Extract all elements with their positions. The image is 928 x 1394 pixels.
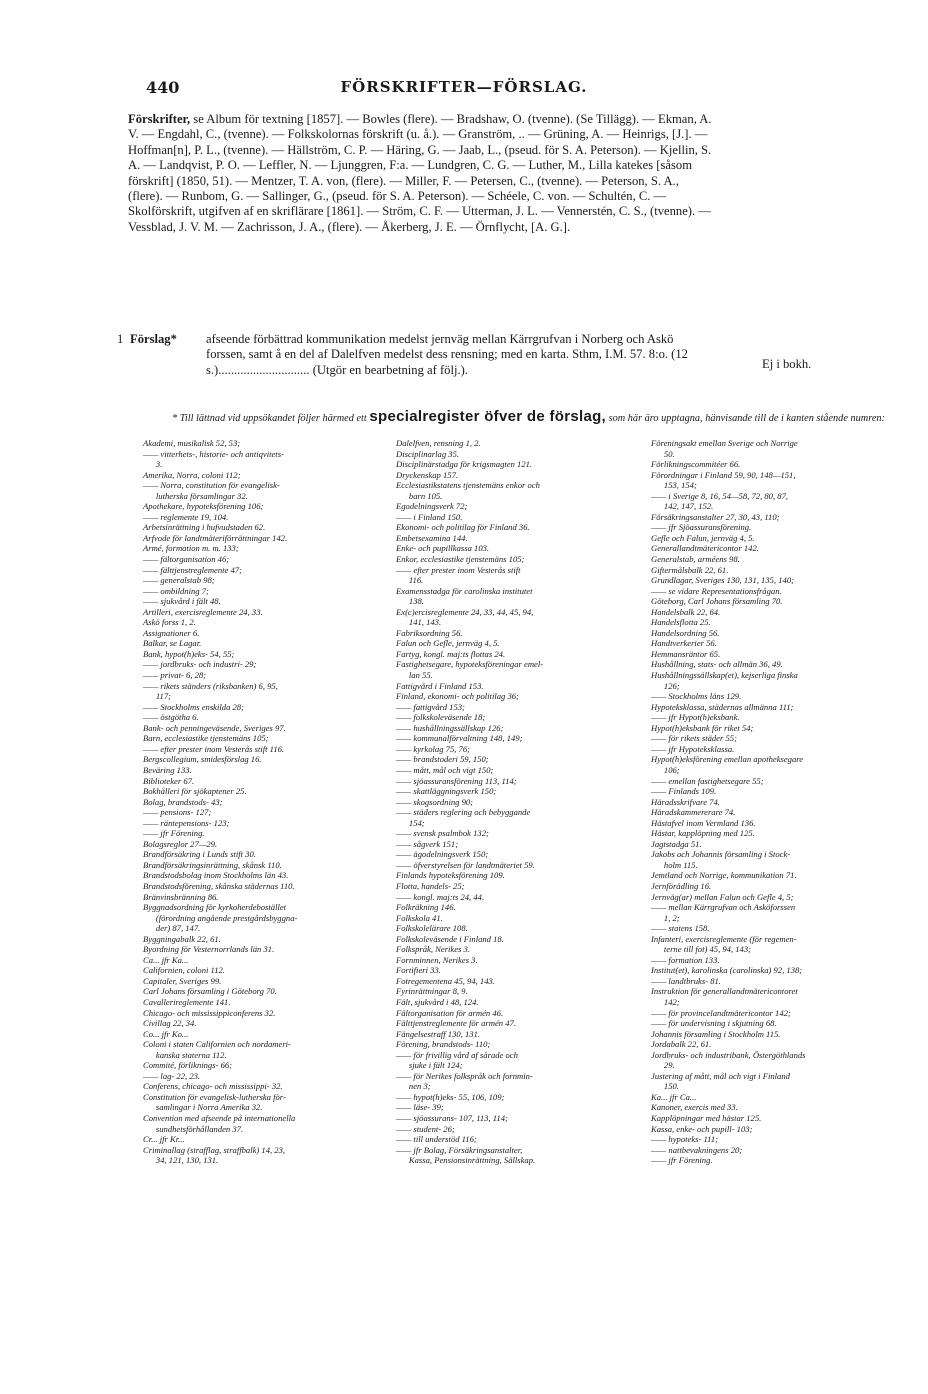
index-line: 34, 121, 130, 131. xyxy=(143,1155,219,1166)
index-line: Handelsordning 56. xyxy=(651,627,720,638)
index-line: —— fälttjenstreglemente 47; xyxy=(143,564,242,575)
index-line: Hushållningssällskap(et), kejserliga finska xyxy=(651,670,798,681)
index-line: —— ägodelningsverk 150; xyxy=(396,849,489,860)
index-line: Folkskola 41. xyxy=(396,912,443,923)
index-line: —— hushållningssällskap 126; xyxy=(396,722,504,733)
index-line: —— skattläggningsverk 150; xyxy=(396,786,497,797)
index-line: Hemmansräntor 65. xyxy=(651,648,721,659)
index-line: 117; xyxy=(143,691,172,702)
index-line: —— student- 26; xyxy=(396,1123,455,1134)
index-line: 50. xyxy=(651,448,675,459)
index-line: der) 87, 147. xyxy=(143,923,201,934)
index-line: Giftermålsbalk 22, 61. xyxy=(651,564,729,575)
index-line: terne till fot) 45, 94, 143; xyxy=(651,944,752,955)
index-line: Gefle och Falun, jernväg 4, 5. xyxy=(651,532,755,543)
index-line: Bolagsreglor 27—29. xyxy=(143,838,218,849)
index-line: —— räntepensions- 123; xyxy=(143,817,230,828)
index-line: Balkar, se Lagar. xyxy=(143,638,202,649)
index-line: Fyrinrättningar 8, 9. xyxy=(396,986,468,997)
index-line: Fälttjenstreglemente för armén 47. xyxy=(396,1018,516,1029)
index-line: —— städers reglering och bebyggande xyxy=(396,807,531,818)
index-line: Ecclesiastikstatens tjenstemäns enkor och xyxy=(396,480,540,491)
index-line: Fornminnen, Nerikes 3. xyxy=(396,954,478,965)
index-line: samlingar i Norra Amerika 32. xyxy=(143,1102,263,1113)
index-line: Häradsskrifvare 74. xyxy=(651,796,720,807)
index-line: Infanteri, exercisreglemente (för regemen- xyxy=(651,933,797,944)
index-line: —— privat- 6, 28; xyxy=(143,670,207,681)
index-line: Folkskoleväsende i Finland 18. xyxy=(396,933,504,944)
page-number: 440 xyxy=(146,78,180,97)
index-line: Conferens, chicago- och mississippi- 32. xyxy=(143,1081,283,1092)
index-line: Kapplöpningar med hästar 125. xyxy=(651,1113,762,1123)
index-line: Johannis församling i Stockholm 115. xyxy=(651,1028,781,1039)
index-line: Akademi, musikalisk 52, 53; xyxy=(143,438,241,448)
index-line: Föreningsakt emellan Sverige och Norrige xyxy=(651,438,798,448)
index-line: Bokhålleri för sjökaptener 25. xyxy=(143,786,247,797)
index-line: —— landtbruks- 81. xyxy=(651,975,721,986)
index-line: —— fattigvård 153; xyxy=(396,701,465,712)
index-line: —— jordbruks- och industri- 29; xyxy=(143,659,257,670)
index-line: Kanoner, exercis med 33. xyxy=(651,1102,738,1113)
index-line: Embetsexamina 144. xyxy=(396,532,468,543)
index-line: Fabriksordning 56. xyxy=(396,627,463,638)
index-line: Artilleri, exercisreglemente 24, 33. xyxy=(143,606,263,617)
index-line: 1, 2; xyxy=(651,912,680,923)
index-line: Jemtland och Norrige, kommunikation 71. xyxy=(651,870,797,881)
index-line: Dalelfven, rensning 1, 2. xyxy=(396,438,481,448)
index-line: Falun och Gefle, jernväg 4, 5. xyxy=(396,638,500,649)
index-line: —— öfverstyrelsen för landtmäteriet 59. xyxy=(396,859,535,870)
index-line: Convention med afseende på internationella xyxy=(143,1113,296,1123)
index-line: Hypot(h)eksbank för riket 54; xyxy=(651,722,754,733)
index-line: Jernförädling 16. xyxy=(651,880,712,891)
index-line: Institut(et), karolinska (carolinska) 92, 138; xyxy=(651,965,803,976)
index-line: (förordning angående prestgårdsbyggna- xyxy=(143,912,298,923)
index-line: Civillag 22, 34. xyxy=(143,1018,197,1029)
index-line: —— emellan fastighetsegare 55; xyxy=(651,775,764,786)
index-line: Jakobs och Johannis församling i Stock- xyxy=(651,849,791,860)
index-line: 142; xyxy=(651,996,680,1007)
index-line: 138. xyxy=(396,596,424,607)
index-line: Fältorganisation för armén 46. xyxy=(396,1007,504,1018)
running-head: FÖRSKRIFTER—FÖRSLAG. xyxy=(340,78,588,96)
index-line: Handelsbalk 22, 64. xyxy=(651,606,721,617)
index-line: Hästar, kapplöpning med 125. xyxy=(651,828,755,839)
index-line: lan 55. xyxy=(396,670,433,681)
index-line: Finland, ekonomi- och politilag 36; xyxy=(396,691,519,702)
index-line: Instruktion för generallandtmätericontoret xyxy=(651,986,798,997)
index-line: Brandstodsbolag inom Stockholms län 43. xyxy=(143,870,289,881)
index-line: Bolag, brandstods- 43; xyxy=(143,796,223,807)
index-line: —— för rikets städer 55; xyxy=(651,733,737,744)
index-line: —— Stockholms enskilda 28; xyxy=(143,701,244,712)
index-line: —— efter prester inom Vesterås stift 116. xyxy=(143,743,285,754)
index-line: Grundlagar, Sveriges 130, 131, 135, 140; xyxy=(651,575,794,586)
index-line: —— formation 133. xyxy=(651,954,720,965)
index-line: Fattigvård i Finland 153. xyxy=(396,680,484,691)
index-column-3 xyxy=(651,438,891,1166)
register-intro-lead: * Till lättnad vid uppsökandet följer härmed ett xyxy=(172,413,367,424)
index-line: 141, 143. xyxy=(396,617,442,628)
index-line: —— vitterhets-, historie- och antiqvitets- xyxy=(143,448,284,459)
index-line: Bank- och penningeväsende, Sveriges 97. xyxy=(143,722,286,733)
index-line: nen 3; xyxy=(396,1081,431,1092)
index-line: Jernväg(ar) mellan Falun och Gefle 4, 5; xyxy=(651,891,794,902)
index-line: —— jfr Bolag, Försäkringsanstalter, xyxy=(396,1144,523,1155)
entry-forslag-text: afseende förbättrad kommunikation medelst jernväg mellan Kärrgrufvan i Norberg och Askö forssen, samt å en del af Dalelfven medelst dess rensning; med en karta. Sthm, I.M. 57. 8:o. (12 s.)............................. (Utgör en bearbetning af följ.). xyxy=(206,332,688,377)
index-line: Fastighetsegare, hypoteksföreningar emel- xyxy=(396,659,544,670)
index-line: Fängelsestraff 130, 131. xyxy=(396,1028,481,1039)
index-line: Finlands hypoteksförening 109. xyxy=(396,870,505,881)
index-line: Biblioteker 67. xyxy=(143,775,195,786)
index-line: Brandstodsförening, skånska städernas 110. xyxy=(143,880,295,891)
index-line: —— jfr Hypot(h)eksbank. xyxy=(651,712,740,723)
index-line: Byggningabalk 22, 61. xyxy=(143,933,221,944)
index-line: —— i Sverige 8, 16, 54—58, 72, 80, 87, xyxy=(651,490,789,501)
index-line: Förordningar i Finland 59, 90, 148—151, xyxy=(651,469,796,480)
index-line: Brandförsäkring i Lunds stift 30. xyxy=(143,849,256,860)
index-line: Handelsflotta 25. xyxy=(651,617,711,628)
index-line: Ex(c)ercisreglemente 24, 33, 44, 45, 94, xyxy=(396,606,534,617)
index-line: —— kyrkolag 75, 76; xyxy=(396,743,470,754)
index-line: Brandförsäkringsinrättning, skånsk 110. xyxy=(143,859,282,870)
register-intro xyxy=(172,410,892,425)
index-line: —— efter prester inom Vesterås stift xyxy=(396,564,521,575)
index-line: Capitaler, Sveriges 99. xyxy=(143,975,222,986)
index-line: —— Norra, constitution för evangelisk- xyxy=(143,480,280,491)
index-line: Co... jfr Ko... xyxy=(143,1028,189,1039)
index-line: —— sjukvård i fält 48. xyxy=(143,596,221,607)
index-line: Bank, hypot(h)eks- 54, 55; xyxy=(143,648,235,659)
index-line: Commité, förliknings- 66; xyxy=(143,1060,233,1071)
index-line: —— för Nerikes folkspråk och fornmin- xyxy=(396,1070,533,1081)
index-line: —— sågverk 151; xyxy=(396,838,459,849)
index-line: 106; xyxy=(651,764,680,775)
index-line: 153, 154; xyxy=(651,480,697,491)
index-column-2 xyxy=(396,438,641,1166)
index-line: Arfvode för landtmäteriförrättningar 142. xyxy=(143,532,288,543)
index-line: Byggnadsordning för kyrkoherdebostället xyxy=(143,902,287,913)
index-line: Generallandtmätericontor 142. xyxy=(651,543,759,554)
index-line: Folkräkning 146. xyxy=(396,902,456,913)
index-line: Examensstadga för carolinska institutet xyxy=(396,585,533,596)
index-line: Göteborg, Carl Johans församling 70. xyxy=(651,596,783,607)
index-line: —— mellan Kärrgrufvan och Asköforssen xyxy=(651,902,796,913)
index-line: Chicago- och mississippiconferens 32. xyxy=(143,1007,276,1018)
index-line: Criminallag (strafflag, straffbalk) 14, 23, xyxy=(143,1144,286,1155)
index-line: Disciplinärstadga för krigsmagten 121. xyxy=(396,459,533,470)
index-line: —— jfr Förening. xyxy=(651,1155,713,1166)
index-line: 150. xyxy=(651,1081,679,1092)
index-line: 29. xyxy=(651,1060,675,1071)
index-line: Kassa, Pensionsinrättning, Sällskap. xyxy=(396,1155,536,1166)
index-line: Jordabalk 22, 61. xyxy=(651,1039,712,1050)
index-line: —— östgötha 6. xyxy=(143,712,199,723)
index-line: —— hypot(h)eks- 55, 106, 109; xyxy=(396,1091,505,1102)
index-line: —— rikets ständers (riksbanken) 6, 95, xyxy=(143,680,278,691)
index-line: —— läse- 39; xyxy=(396,1102,444,1113)
index-line: holm 115. xyxy=(651,859,698,870)
index-line: —— folkskoleväsende 18; xyxy=(396,712,486,723)
index-line: Ka... jfr Ca... xyxy=(651,1091,697,1102)
index-line: barn 105. xyxy=(396,490,443,501)
index-line: Justering af mått, mål och vigt i Finland xyxy=(651,1070,790,1081)
index-line: Dryckenskap 157. xyxy=(396,469,459,480)
index-line: Ekonomi- och politilag för Finland 36. xyxy=(396,522,530,533)
index-line: —— jfr Sjöassuransförening. xyxy=(651,522,752,533)
index-line: sjuke i fält 124; xyxy=(396,1060,463,1071)
entry-forskrifter-body: se Album för textning [1857]. — Bowles (flere). — Bradshaw, O. (tvenne). (Se Tillägg). — Ekman, A. V. — Engdahl, C., (tvenne). — Folkskolornas förskrift (u. å.). — Granström, .. — Grüning, A. — Heinrigs, [J.]. — Hoffman[n], P. L., (tvenne). — Hällström, C. P. — Häring, G. — Jaab, L., (pseud. för S. A. Peterson). — Kjellin, S. A. — Landqvist, P. O. — Leffler, N. — Ljunggren, F:a. — Lundgren, C. G. — Luther, M., Lilla katekes [såsom förskrift] (1850, 51). — Mentzer, T. A. von, (flere). — Miller, F. — Petersen, C., (tvenne). — Peterson, S. A., (flere). — Runbom, G. — Sallinger, G., (pseud. för S. A. Peterson). — Schéele, C. von. — Schultén, C. — Skolförskrift, utgifven af en skriflärare [1861]. — Ström, C. F. — Utterman, J. L. — Vennerstén, C. S., (tvenne). — Vessblad, J. V. M. — Zachrisson, J. A., (flere). — Åkerberg, J. E. — Örnflycht, [A. G.]. xyxy=(128,112,712,234)
index-line: —— kommunalförvaltning 148, 149; xyxy=(396,733,523,744)
index-line: Fortifieri 33. xyxy=(396,965,441,976)
index-line: Flotta, handels- 25; xyxy=(396,880,465,891)
index-line: Häradskammererare 74. xyxy=(651,807,736,818)
index-line: —— lag- 22, 23. xyxy=(143,1070,201,1081)
index-line: 3. xyxy=(143,459,163,470)
index-line: —— svensk psalmbok 132; xyxy=(396,828,489,839)
index-line: —— skogsordning 90; xyxy=(396,796,474,807)
entry-forskrifter-head: Förskrifter, xyxy=(128,112,191,126)
index-line: Fartyg, kongl. maj:ts flottas 24. xyxy=(396,648,506,659)
index-line: —— mått, mål och vigt 150; xyxy=(396,764,494,775)
index-line: Disciplinarlag 35. xyxy=(396,448,460,459)
index-line: Egodelningsverk 72; xyxy=(396,501,468,512)
index-line: —— till understöd 116; xyxy=(396,1134,477,1145)
index-line: kanska staterna 112. xyxy=(143,1049,227,1060)
index-line: sundhetsförhållanden 37. xyxy=(143,1123,244,1134)
index-line: 126; xyxy=(651,680,680,691)
index-line: Byordning för Vesternorrlands län 31. xyxy=(143,944,275,955)
entry-forslag-term: Förslag* xyxy=(130,332,177,346)
index-line: Californien, coloni 112. xyxy=(143,965,225,976)
index-line: —— sjöassuransförening 113, 114; xyxy=(396,775,517,786)
entry-forslag-number: 1 xyxy=(117,332,124,346)
register-intro-tail: som här äro upptagna, hänvisande till de i kanten stående numren: xyxy=(608,413,885,424)
index-line: —— generalstab 98; xyxy=(143,575,215,586)
index-line: Cavallerireglemente 141. xyxy=(143,996,231,1007)
index-line: —— för frivillig vård af sårade och xyxy=(396,1049,518,1060)
index-line: —— se vidare Representationsfrågan. xyxy=(651,585,782,596)
index-line: —— för provincelandtmätericontor 142; xyxy=(651,1007,791,1018)
index-line: 154; xyxy=(396,817,425,828)
index-line: —— kongl. maj:ts 24, 44. xyxy=(396,891,485,902)
index-line: Jagtstadga 51. xyxy=(651,838,702,849)
index-line: Kassa, enke- och pupill- 103; xyxy=(651,1123,753,1134)
index-column-1 xyxy=(143,438,383,1166)
index-line: Fotregementena 45, 94, 143. xyxy=(396,975,495,986)
index-line: Armé, formation m. m. 133; xyxy=(143,543,239,554)
index-line: Fält, sjukvård i 48, 124. xyxy=(396,996,479,1007)
index-line: —— hypoteks- 111; xyxy=(651,1134,718,1145)
index-line: —— fältorganisation 46; xyxy=(143,554,230,565)
index-line: —— sjöassurans- 107, 113, 114; xyxy=(396,1113,508,1123)
index-line: lutherska församlingar 32. xyxy=(143,490,248,501)
index-line: Beväring 133. xyxy=(143,764,192,775)
index-line: Generalstab, arméens 98. xyxy=(651,554,740,565)
index-line: Barn, ecclesiastike tjenstemäns 105; xyxy=(143,733,269,744)
index-line: Askö forss 1, 2. xyxy=(143,617,196,628)
index-line: Enkor, ecclesiastike tjenstemäns 105; xyxy=(396,554,525,565)
index-line: —— i Finland 150. xyxy=(396,511,463,522)
index-line: Förlikningscommitéer 66. xyxy=(651,459,741,470)
index-line: 116. xyxy=(396,575,424,586)
index-line: Hypoteksklassa, städernas allmänna 111; xyxy=(651,701,794,712)
index-line: Ca... jfr Ka... xyxy=(143,954,189,965)
index-line: —— för undervisning i skjutning 68. xyxy=(651,1018,777,1029)
index-line: Cr... jfr Kr... xyxy=(143,1134,185,1145)
index-line: Hushållning, stats- och allmän 36, 49. xyxy=(651,659,783,670)
index-line: Folkskolelärare 108. xyxy=(396,923,468,934)
index-line: Constitution för evangelisk-lutherska för- xyxy=(143,1091,286,1102)
index-line: Bergscollegium, smidesförslag 16. xyxy=(143,754,262,765)
register-intro-title: specialregister öfver de förslag, xyxy=(369,408,607,425)
index-line: Handtverkerier 56. xyxy=(651,638,717,649)
index-line: —— Stockholms läns 129. xyxy=(651,691,742,702)
index-line: Hästafvel inom Vermland 136. xyxy=(651,817,756,828)
index-line: Arbetsinrättning i hufvudstaden 62. xyxy=(143,522,266,533)
index-line: Enke- och pupillkassa 103. xyxy=(396,543,490,554)
index-line: —— statens 158. xyxy=(651,923,710,934)
index-line: Apothekare, hypoteksförening 106; xyxy=(143,501,264,512)
index-line: Amerika, Norra, coloni 112; xyxy=(143,469,241,480)
index-line: Folkspråk, Nerikes 3. xyxy=(396,944,470,955)
index-line: Assignationer 6. xyxy=(143,627,200,638)
index-line: Hypot(h)eksförening emellan apotheksegare xyxy=(651,754,804,765)
index-line: —— Finlands 109. xyxy=(651,786,717,797)
index-line: —— nattbevakningens 20; xyxy=(651,1144,743,1155)
index-line: Försäkringsanstalter 27, 30, 43, 110; xyxy=(651,511,780,522)
index-line: —— pensions- 127; xyxy=(143,807,212,818)
index-line: Förening, brandstods- 110; xyxy=(396,1039,491,1050)
index-line: Carl Johans församling i Göteborg 70. xyxy=(143,986,277,997)
index-line: Coloni i staten Californien och nordameri- xyxy=(143,1039,291,1050)
index-line: —— brandstoderi 59, 150; xyxy=(396,754,489,765)
entry-forskrifter xyxy=(128,112,713,235)
index-line: —— ombildning 7; xyxy=(143,585,209,596)
index-line: —— reglemente 19, 104. xyxy=(143,511,229,522)
index-line: Jordbruks- och industribank, Östergöthlands xyxy=(651,1049,806,1060)
index-line: Bränvinsbränning 86. xyxy=(143,891,219,902)
index-line: 142, 147, 152. xyxy=(651,501,714,512)
entry-forslag-availability: Ej i bokh. xyxy=(762,357,812,371)
index-line: —— jfr Förening. xyxy=(143,828,205,839)
index-line: —— jfr Hypoteksklassa. xyxy=(651,743,735,754)
